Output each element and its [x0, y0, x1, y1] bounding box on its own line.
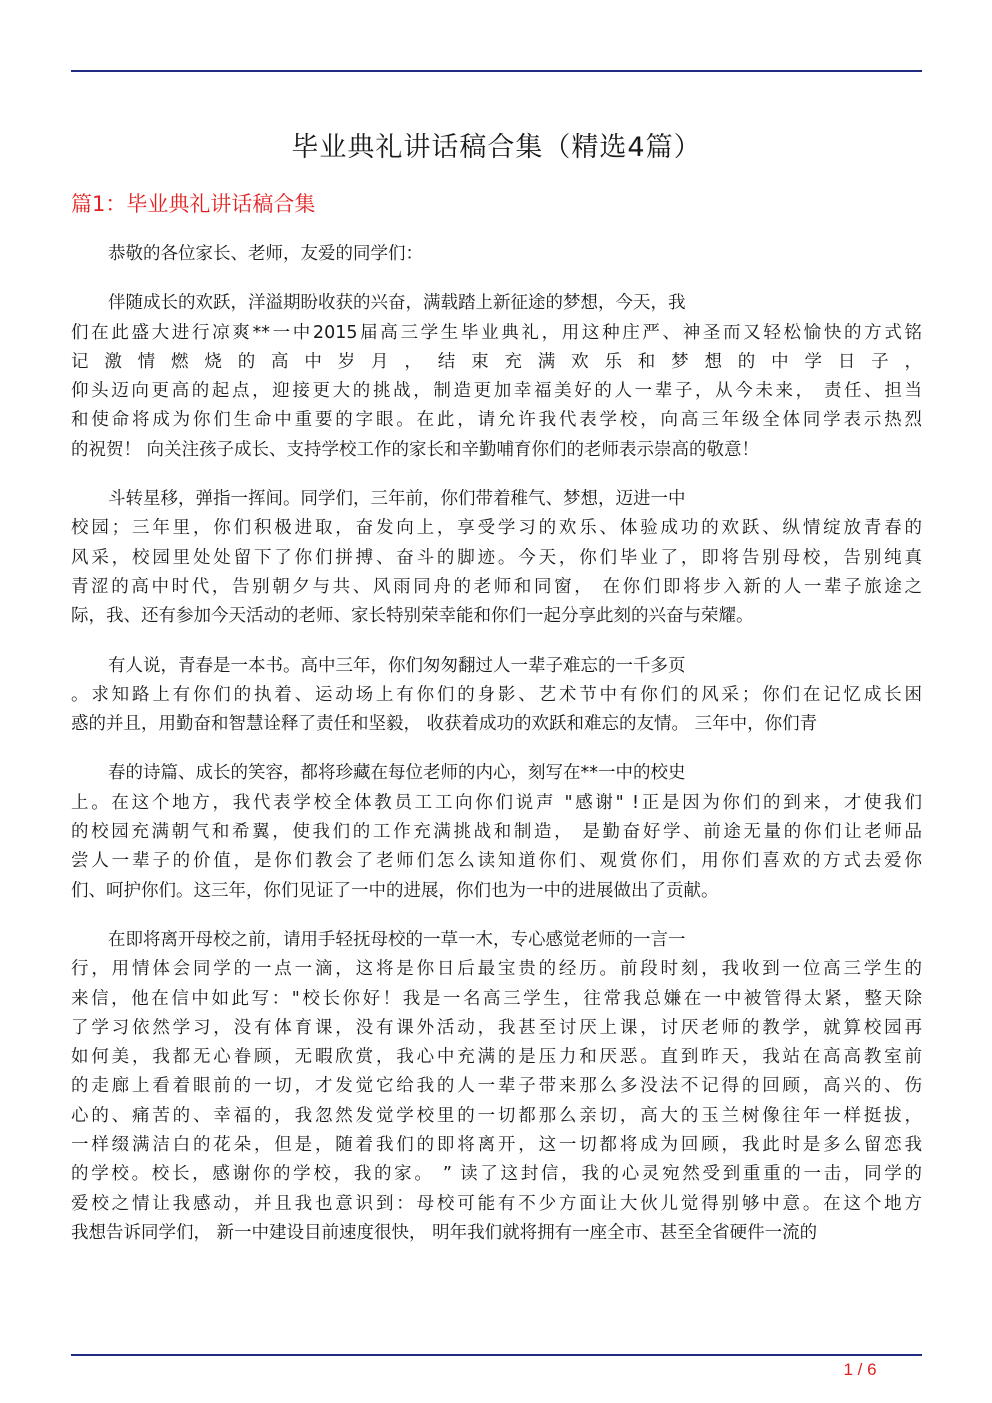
paragraph [71, 759, 922, 905]
paragraph-line: 尝人一辈子的价值，是你们教会了老师们怎么读知道你们、观赏你们，用你们喜欢的方式去爱你 [71, 851, 922, 872]
paragraph-line: 的祝贺！ 向关注孩子成长、支持学校工作的家长和辛勤哺育你们的老师表示崇高的敬意！ [71, 439, 760, 460]
paragraph-line: 。求知路上有你们的执着、运动场上有你们的身影、艺术节中有你们的风采；你们在记忆成长困 [71, 684, 922, 705]
document-body [71, 240, 922, 1268]
paragraph-line: 上。在这个地方，我代表学校全体教员工工向你们说声 "感谢" !正是因为你们的到来，才使我们 [71, 792, 922, 813]
paragraph [71, 485, 922, 631]
paragraph-line: 风采，校园里处处留下了你们拼搏、奋斗的脚迹。今天，你们毕业了，即将告别母校，告别纯真 [71, 547, 922, 568]
paragraph-line: 际，我、还有参加今天活动的老师、家长特别荣幸能和你们一起分享此刻的兴奋与荣耀。 [71, 606, 754, 627]
paragraph-line: 春的诗篇、成长的笑容，都将珍藏在每位老师的内心，刻写在**一中的校史 [108, 763, 686, 784]
paragraph-line: 我想告诉同学们， 新一中建设目前速度很快， 明年我们就将拥有一座全市、甚至全省硬件一流的 [71, 1222, 818, 1243]
paragraph-line: 爱校之情让我感动，并且我也意识到：母校可能有不少方面让大伙儿觉得别够中意。在这个地方 [71, 1193, 922, 1214]
paragraph-line: 惑的并且，用勤奋和智慧诠释了责任和坚毅， 收获着成功的欢跃和难忘的友情。 三年中，你们青 [71, 714, 818, 735]
paragraph-line: 来信，他在信中如此写："校长你好！我是一名高三学生，往常我总嫌在一中被管得太紧，整天除 [71, 988, 922, 1009]
paragraph-line: 青涩的高中时代，告别朝夕与共、风雨同舟的老师和同窗， 在你们即将步入新的人一辈子旅途之 [71, 576, 922, 597]
paragraph-line: 行，用情体会同学的一点一滴，这将是你日后最宝贵的经历。前段时刻，我收到一位高三学生的 [71, 959, 922, 980]
paragraph-line: 了学习依然学习，没有体育课，没有课外活动，我甚至讨厌上课，讨厌老师的教学，就算校园再 [71, 1017, 922, 1038]
paragraph-line: 们、呵护你们。这三年，你们见证了一中的进展，你们也为一中的进展做出了贡献。 [71, 880, 719, 901]
paragraph [71, 926, 922, 1248]
paragraph-line: 仰头迈向更高的起点，迎接更大的挑战，制造更加幸福美好的人一辈子，从今未来， 责任、担当 [71, 381, 922, 402]
paragraph-line: 如何美，我都无心眷顾，无暇欣赏，我心中充满的是压力和厌恶。直到昨天，我站在高高教室前 [71, 1047, 922, 1068]
paragraph-line: 校园；三年里，你们积极进取，奋发向上，享受学习的欢乐、体验成功的欢跃、纵情绽放青春的 [71, 518, 922, 539]
document-title: 毕业典礼讲话稿合集（精选4篇） [291, 132, 702, 163]
footer-rule [71, 1354, 922, 1356]
paragraph-line: 记激情燃烧的高中岁月，结束充满欢乐和梦想的中学日子， [71, 351, 922, 372]
paragraph-line: 的学校。校长，感谢你的学校，我的家。 ” 读了这封信，我的心灵宛然受到重重的一击，同学的 [71, 1164, 922, 1185]
section-heading: 篇1：毕业典礼讲话稿合集 [71, 192, 316, 216]
paragraph-line: 们在此盛大进行凉爽**一中2015届高三学生毕业典礼，用这种庄严、神圣而又轻松愉快的方式铭 [71, 322, 922, 343]
paragraph-line: 伴随成长的欢跃，洋溢期盼收获的兴奋，满载踏上新征途的梦想，今天，我 [108, 293, 686, 314]
paragraph-line: 斗转星移，弹指一挥间。同学们，三年前，你们带着稚气、梦想，迈进一中 [108, 489, 686, 510]
paragraph [71, 240, 922, 269]
paragraph-line: 的校园充满朝气和希翼，使我们的工作充满挑战和制造， 是勤奋好学、前途无量的你们让老师品 [71, 822, 922, 843]
paragraph-line: 在即将离开母校之前，请用手轻抚母校的一草一木，专心感觉老师的一言一 [108, 929, 686, 950]
paragraph-line: 一样缀满洁白的花朵，但是，随着我们的即将离开，这一切都将成为回顾，我此时是多么留恋我 [71, 1135, 922, 1156]
paragraph-line: 恭敬的各位家长、老师，友爱的同学们： [108, 244, 423, 264]
paragraph-line: 心的、痛苦的、幸福的，我忽然发觉学校里的一切都那么亲切，高大的玉兰树像往年一样挺拔， [71, 1105, 922, 1126]
paragraph [71, 652, 922, 740]
paragraph-line: 和使命将成为你们生命中重要的字眼。在此，请允许我代表学校，向高三年级全体同学表示热烈 [71, 410, 922, 431]
page-number: 1 / 6 [843, 1360, 877, 1379]
paragraph [71, 289, 922, 465]
paragraph-line: 的走廊上看着眼前的一切，才发觉它给我的人一辈子带来那么多没法不记得的回顾，高兴的、伤 [71, 1076, 922, 1097]
header-rule [71, 70, 922, 72]
paragraph-line: 有人说，青春是一本书。高中三年，你们匆匆翻过人一辈子难忘的一千多页 [108, 655, 686, 676]
